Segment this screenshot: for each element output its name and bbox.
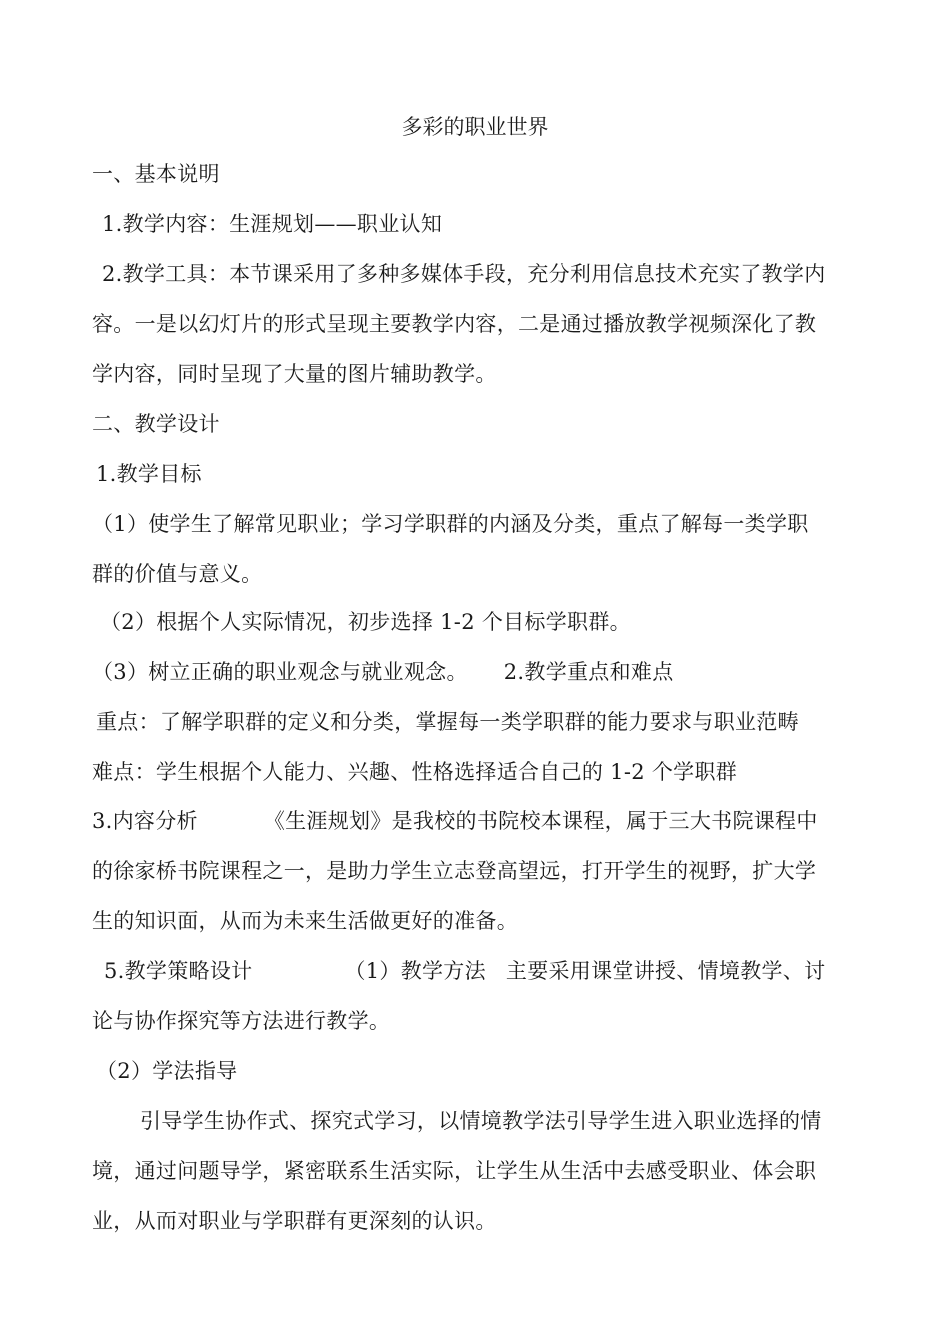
guidance-line-2: 境，通过问题导学，紧密联系生活实际，让学生从生活中去感受职业、体会职 bbox=[92, 1159, 817, 1183]
content-analysis-row bbox=[92, 806, 872, 836]
method-line-1: 主要采用课堂讲授、情境教学、讨 bbox=[505, 959, 826, 983]
guidance-heading: （2）学法指导 bbox=[96, 1059, 238, 1083]
teaching-tools-line-1: 2.教学工具：本节课采用了多种多媒体手段，充分利用信息技术充实了教学内 bbox=[102, 262, 826, 286]
strategy-row bbox=[104, 956, 884, 986]
key-points-heading: 2.教学重点和难点 bbox=[503, 660, 674, 684]
goal-1-line-2: 群的价值与意义。 bbox=[92, 562, 263, 586]
method-heading: （1）教学方法 bbox=[344, 959, 486, 983]
content-analysis-heading: 3.内容分析 bbox=[92, 809, 198, 833]
method-line-2: 论与协作探究等方法进行教学。 bbox=[92, 1009, 391, 1033]
document-title: 多彩的职业世界 bbox=[401, 115, 549, 139]
guidance-line-1: 引导学生协作式、探究式学习，以情境教学法引导学生进入职业选择的情 bbox=[140, 1109, 822, 1133]
goal-3-row bbox=[92, 657, 872, 687]
teaching-content-item: 1.教学内容：生涯规划——职业认知 bbox=[102, 212, 443, 236]
teaching-tools-line-2: 容。一是以幻灯片的形式呈现主要教学内容，二是通过播放教学视频深化了教 bbox=[92, 312, 817, 336]
section2-heading: 二、教学设计 bbox=[92, 412, 220, 436]
key-point: 重点：了解学职群的定义和分类，掌握每一类学职群的能力要求与职业范畴 bbox=[96, 710, 799, 734]
section1-heading: 一、基本说明 bbox=[92, 162, 220, 186]
strategy-heading: 5.教学策略设计 bbox=[104, 959, 253, 983]
goal-2: （2）根据个人实际情况，初步选择 1-2 个目标学职群。 bbox=[100, 610, 631, 634]
goals-heading: 1.教学目标 bbox=[96, 462, 202, 486]
teaching-tools-line-3: 学内容，同时呈现了大量的图片辅助教学。 bbox=[92, 362, 497, 386]
goal-3: （3）树立正确的职业观念与就业观念。 bbox=[92, 660, 468, 684]
content-analysis-line-2: 的徐家桥书院课程之一，是助力学生立志登高望远，打开学生的视野，扩大学 bbox=[92, 859, 817, 883]
guidance-line-3: 业，从而对职业与学职群有更深刻的认识。 bbox=[92, 1209, 497, 1233]
difficulty: 难点：学生根据个人能力、兴趣、性格选择适合自己的 1-2 个学职群 bbox=[92, 760, 738, 784]
content-analysis-line-3: 生的知识面，从而为未来生活做更好的准备。 bbox=[92, 909, 518, 933]
content-analysis-line-1: 《生涯规划》是我校的书院校本课程，属于三大书院课程中 bbox=[263, 809, 818, 833]
goal-1-line-1: （1）使学生了解常见职业；学习学职群的内涵及分类，重点了解每一类学职 bbox=[92, 512, 809, 536]
